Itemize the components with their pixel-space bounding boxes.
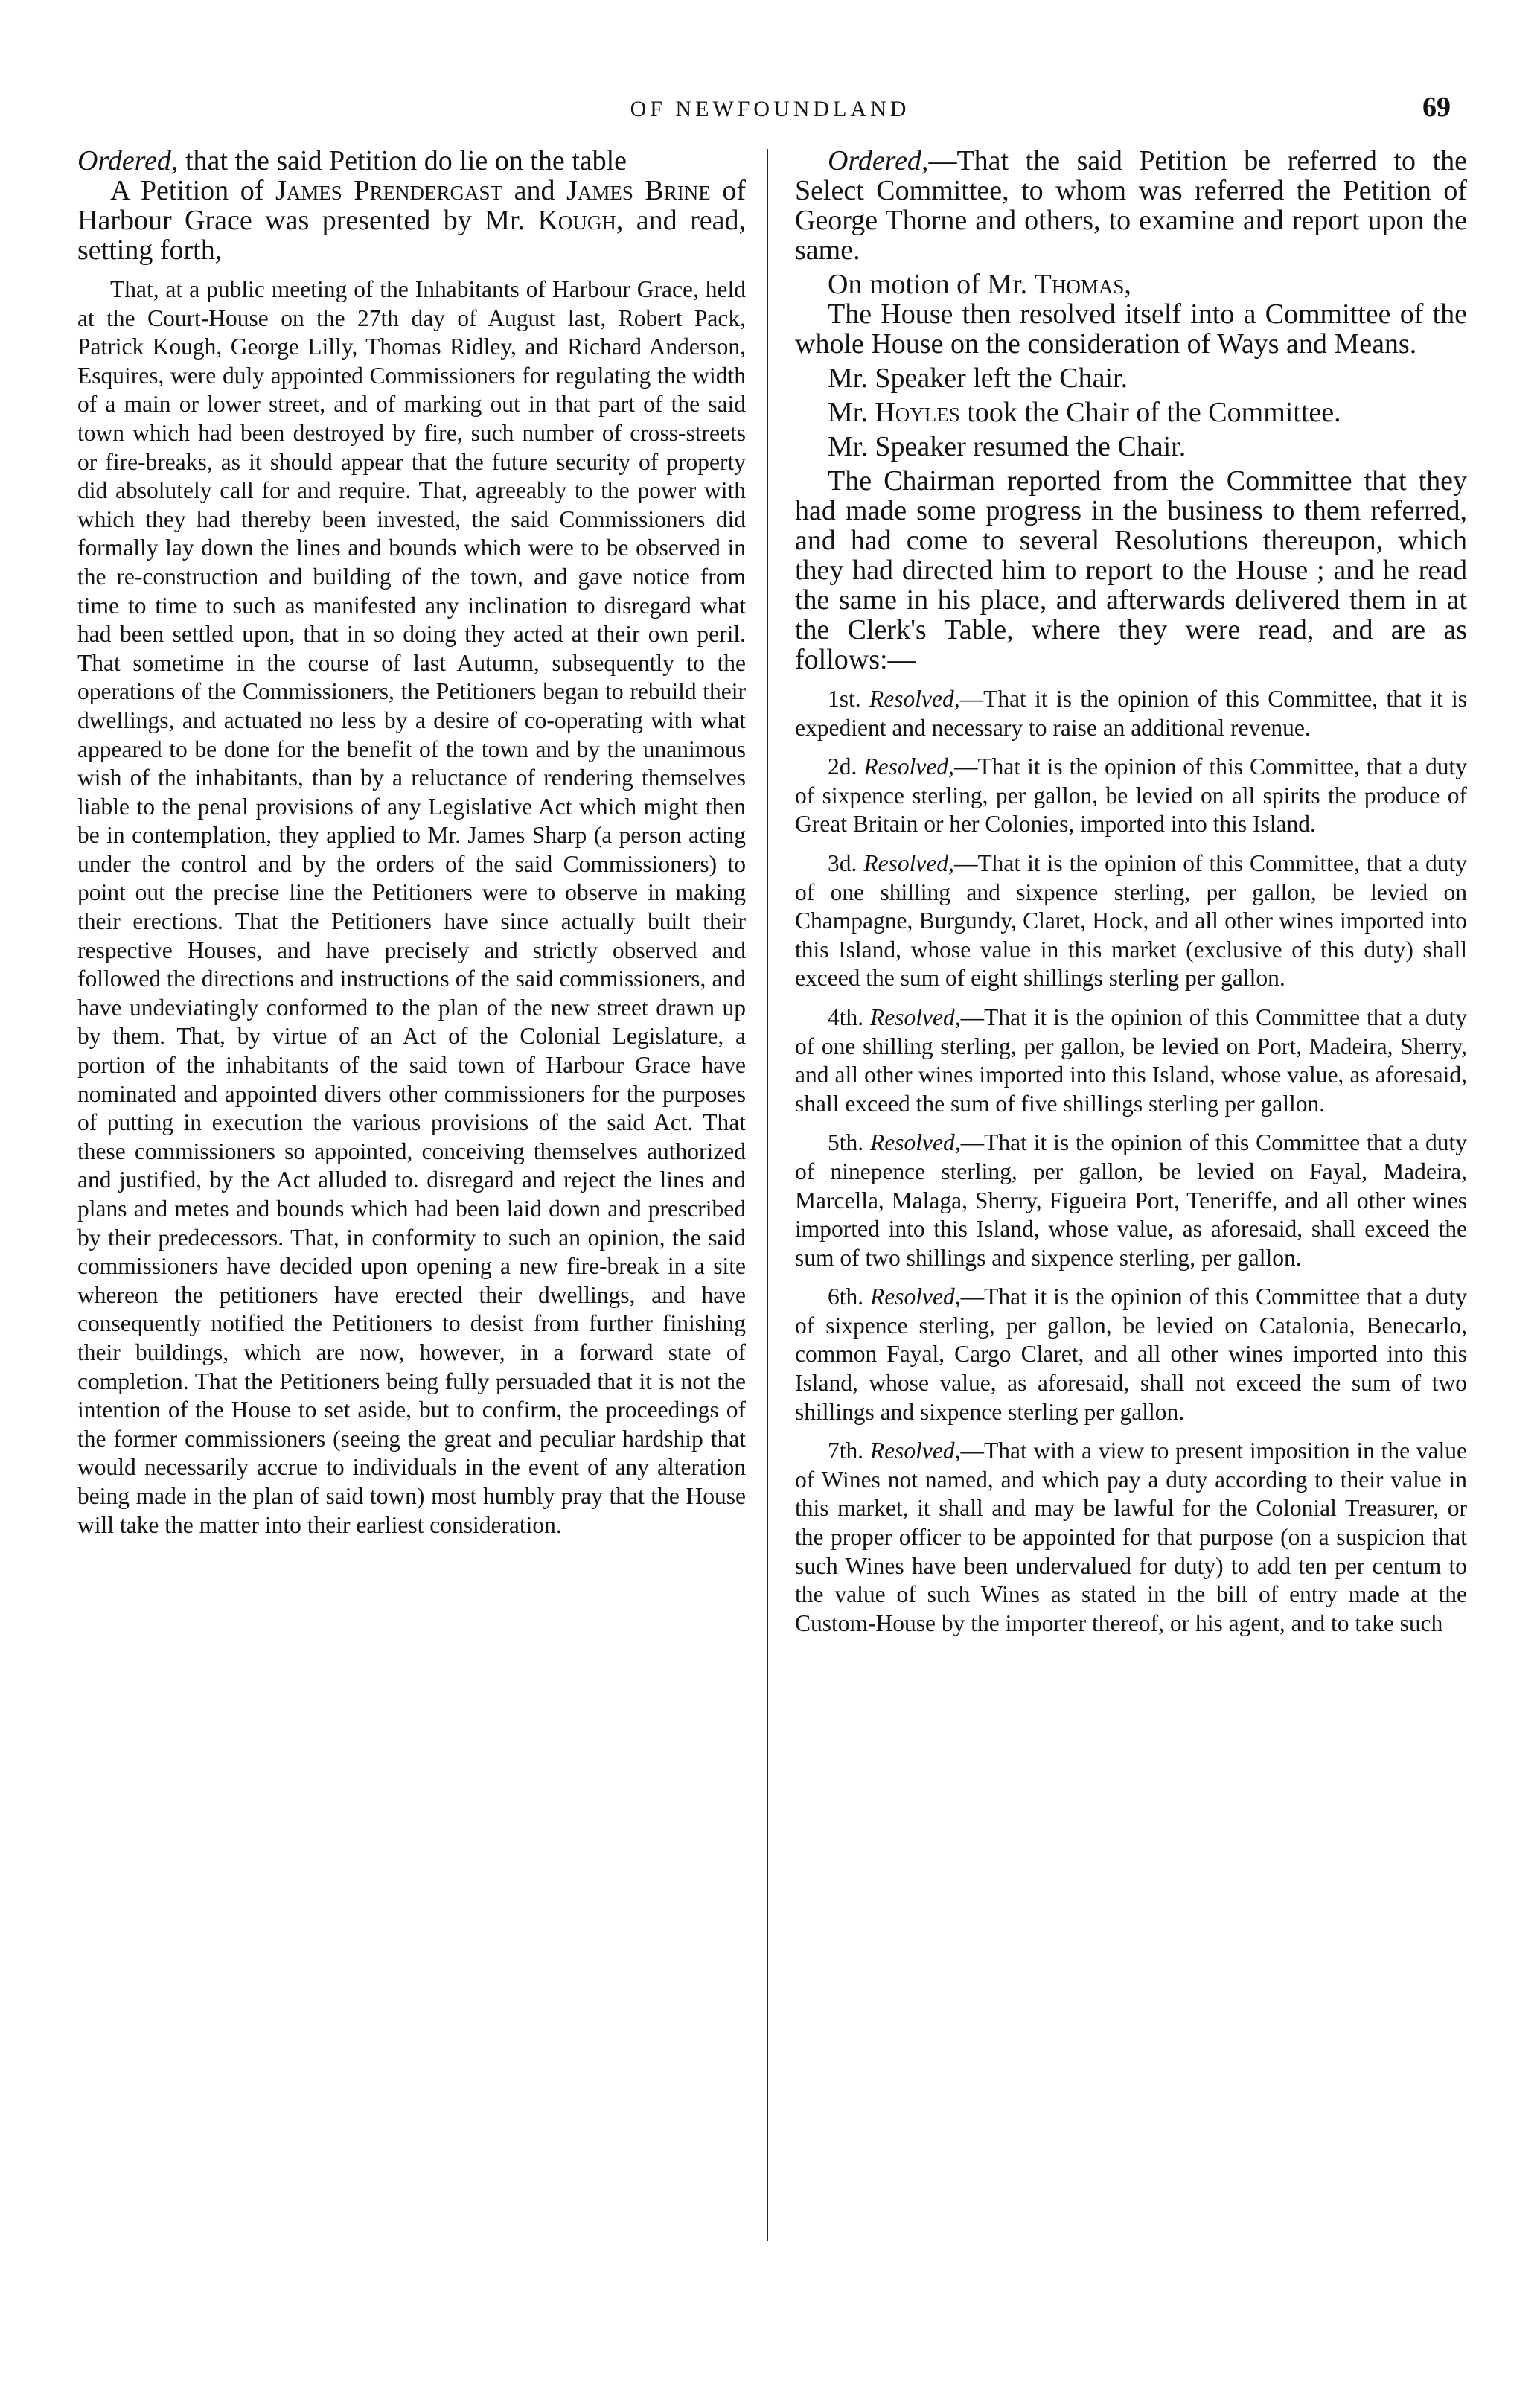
member-name: Kough xyxy=(537,205,616,236)
resolution-text: —That it is the opinion of this Committee that a duty of one shilling sterling, per gallon, be levied on Port, Madeira, Sherry, and all other wines imported into this Island, whose value, as aforesaid, shall exceed the sum of five shillings sterling per gallon. xyxy=(795,1004,1467,1117)
resolution-4 xyxy=(795,1004,1467,1118)
resolution-7 xyxy=(795,1437,1467,1638)
ordered-label: Ordered, xyxy=(828,145,929,176)
column-divider xyxy=(767,149,768,2241)
speaker-resumed-chair: Mr. Speaker resumed the Chair. xyxy=(828,431,1186,462)
petition-intro-text: A Petition of xyxy=(110,175,275,206)
running-title: OF NEWFOUNDLAND xyxy=(630,97,910,121)
right-column xyxy=(795,146,1467,1638)
resolution-number: 4th. xyxy=(828,1004,864,1030)
resolved-label: Resolved, xyxy=(869,1438,961,1464)
resolution-text: —That it is the opinion of this Committee, that it is expedient and necessary to raise an additional revenue. xyxy=(795,686,1467,741)
motion-text: On motion of Mr. xyxy=(828,269,1035,300)
resolution-number: 1st. xyxy=(828,686,861,712)
resolved-label: Resolved, xyxy=(870,1129,961,1156)
resolution-text: —That with a view to present imposition in the value of Wines not named, and which pay a duty according to their value in this market, it shall and may be lawful for the Colonial Treasurer, or the proper officer to be appointed for that purpose (on a suspicion that such Wines have been undervalued for duty) to add ten per centum to the value of such Wines as stated in the bill of entry made at the Custom-House by the importer thereof, or his agent, and to take such xyxy=(795,1438,1468,1636)
chair-text: Mr. xyxy=(828,397,875,428)
resolution-number: 7th. xyxy=(828,1438,864,1464)
resolution-number: 2d. xyxy=(828,753,857,780)
running-head xyxy=(0,91,1540,135)
page-number: 69 xyxy=(1422,92,1451,123)
resolved-label: Resolved, xyxy=(869,686,960,712)
resolution-text: —That it is the opinion of this Committee, that a duty of sixpence sterling, per gallon, be levied on all spirits the produce of Great Britain or her Colonies, imported into this Island. xyxy=(795,753,1467,838)
resolution-6 xyxy=(795,1283,1467,1426)
resolution-number: 3d. xyxy=(828,849,857,876)
chair-text: took the Chair of the Committee. xyxy=(959,397,1341,428)
resolution-1 xyxy=(795,685,1467,742)
resolved-label: Resolved, xyxy=(870,1004,961,1030)
resolution-text: —That it is the opinion of this Committee, that a duty of one shilling and sixpence sterling, per gallon, be levied on Champagne, Burgundy, Claret, Hock, and all other wines imported into this Island, whose value in this market (exclusive of this duty) shall exceed the sum of eight shillings sterling per gallon. xyxy=(795,849,1467,992)
order-text: that the said Petition do lie on the table xyxy=(178,145,627,176)
order-lie-on-table xyxy=(77,146,746,176)
resolved-label: Resolved, xyxy=(863,849,954,876)
committee-resolution: The House then resolved itself into a Committee of the whole House on the consideration of Ways and Means. xyxy=(795,299,1467,360)
resolved-label: Resolved, xyxy=(863,753,954,780)
petition-intro-text: , and read, setting forth, xyxy=(77,205,746,266)
resolution-5 xyxy=(795,1129,1467,1272)
order-referral xyxy=(795,146,1467,265)
ordered-label: Ordered, xyxy=(77,145,179,176)
speaker-left-chair: Mr. Speaker left the Chair. xyxy=(828,363,1128,394)
resolution-number: 6th. xyxy=(828,1283,864,1310)
petition-intro-text: and xyxy=(502,175,567,206)
petitioner-name: James Prendergast xyxy=(275,175,503,206)
left-column xyxy=(77,146,746,1540)
resolution-3 xyxy=(795,849,1467,993)
petition-introduction xyxy=(77,176,746,265)
chair-of-committee xyxy=(795,398,1467,427)
resolution-2 xyxy=(795,753,1467,839)
motion-text: , xyxy=(1124,269,1131,300)
member-name: Hoyles xyxy=(875,397,960,428)
chairman-report: The Chairman reported from the Committee that they had made some progress in the business to them referred, and had come to several Resolutions thereupon, which they had directed him to report to the House ; and he read the same in his place, and afterwards delivered them in at the Clerk's Table, where they were read, and are as follows:— xyxy=(795,465,1467,675)
order-text: —That the said Petition be referred to the Select Committee, to whom was referred the Petition of George Thorne and others, to examine and report upon the same. xyxy=(795,145,1467,266)
motion-line xyxy=(795,269,1467,299)
petitioner-name: James Brine xyxy=(566,175,711,206)
petition-body: That, at a public meeting of the Inhabitants of Harbour Grace, held at the Court-House on the 27th day of August last, Robert Pack, Patrick Kough, George Lilly, Thomas Ridley, and Richard Anderson, Esquires, were duly appointed Commissioners for regulating the width of a main or lower street, and of marking out in that part of the said town which had been destroyed by fire, such number of cross-streets or fire-breaks, as it should appear that the future security of property did absolutely call for and require. That, agreeably to the power with which they had thereby been invested, the said Commissioners did formally lay down the lines and bounds which were to be observed in the re-construction and building of the town, and gave notice from time to time to such as manifested any inclination to disregard what had been settled upon, that in so doing they acted at their own peril. That sometime in the course of last Autumn, subsequently to the operations of the Commissioners, the Petitioners began to rebuild their dwellings, and actuated no less by a desire of co-operating with what appeared to be done for the benefit of the town and by the unanimous wish of the inhabitants, than by a reluctance of rendering themselves liable to the penal provisions of any Legislative Act which might then be in contemplation, they applied to Mr. James Sharp (a person acting under the control and by the orders of the said Commissioners) to point out the precise line the Petitioners were to observe in making their erections. That the Petitioners have since actually built their respective Houses, and have precisely and strictly observed and followed the directions and instructions of the said commissioners, and have undeviatingly conformed to the plan of the new street drawn up by them. That, by virtue of an Act of the Colonial Legislature, a portion of the inhabitants of the said town of Harbour Grace have nominated and appointed divers other commissioners for the purposes of putting in execution the various provisions of the said Act. That these commissioners so appointed, conceiving themselves authorized and justified, by the Act alluded to. disregard and reject the lines and plans and metes and bounds which had been laid down and prescribed by their predecessors. That, in conformity to such an opinion, the said commissioners have decided upon opening a new fire-break in a site whereon the petitioners have erected their dwellings, and have consequently notified the Petitioners to desist from further finishing their buildings, which are now, however, in a forward state of completion. That the Petitioners being fully persuaded that it is not the intention of the House to set aside, but to confirm, the proceedings of the former commissioners (seeing the great and peculiar hardship that would necessarily accrue to individuals in the event of any alteration being made in the plan of said town) most humbly pray that the House will take the matter into their earliest consideration. xyxy=(77,276,746,1538)
resolution-number: 5th. xyxy=(828,1129,864,1156)
resolution-text: —That it is the opinion of this Committee that a duty of sixpence sterling, per gallon, be levied on Catalonia, Benecarlo, common Fayal, Cargo Claret, and all other wines imported into this Island, whose value, as aforesaid, shall not exceed the sum of two shillings and sixpence sterling per gallon. xyxy=(795,1283,1467,1425)
petition-intro-text: of Harbour Grace was presented by Mr. xyxy=(77,175,747,236)
member-name: Thomas xyxy=(1034,269,1125,300)
resolution-text: —That it is the opinion of this Committee that a duty of ninepence sterling, per gallon, be levied on Fayal, Madeira, Marcella, Malaga, Sherry, Figueira Port, Teneriffe, and all other wines imported into this Island, whose value, as aforesaid, shall exceed the sum of two shillings and sixpence sterling, per gallon. xyxy=(795,1129,1467,1271)
resolved-label: Resolved, xyxy=(870,1283,961,1310)
